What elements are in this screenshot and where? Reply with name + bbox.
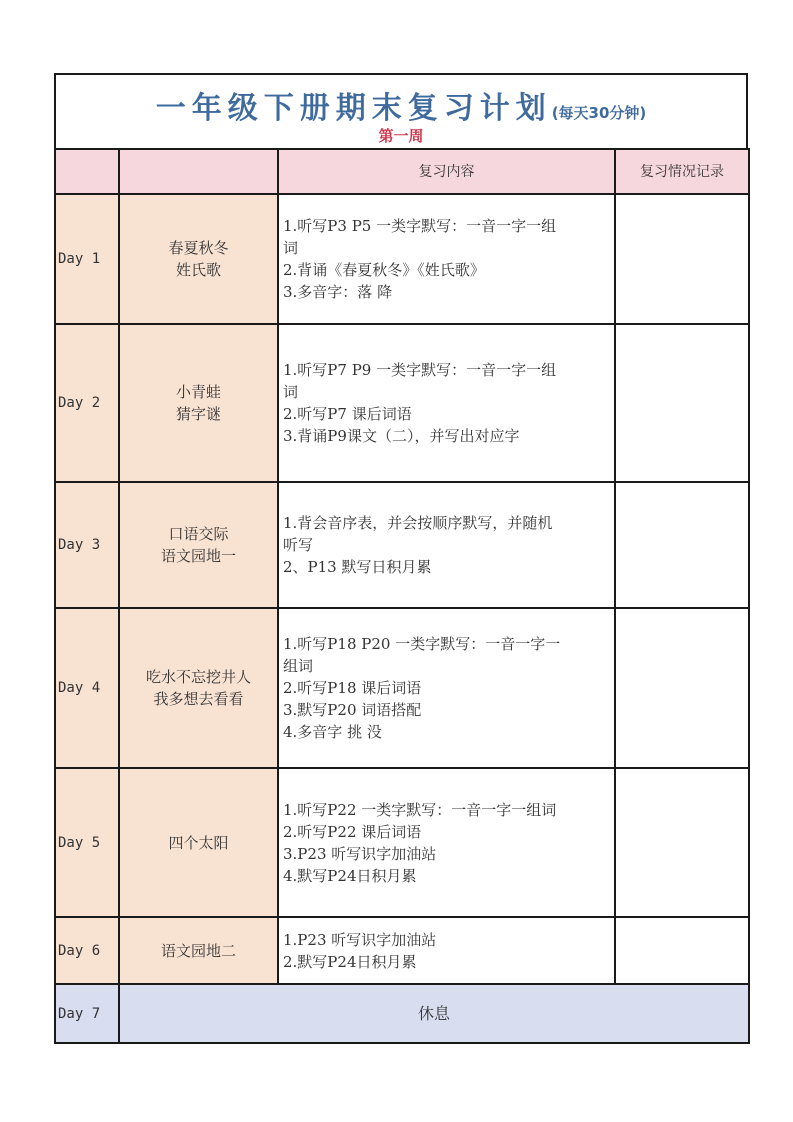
lesson-cell (119, 768, 278, 917)
lesson-cell (119, 608, 278, 768)
table-row-day-7-rest (55, 984, 749, 1043)
lesson-cell (119, 194, 278, 324)
lesson-title: 猜字谜 (175, 405, 221, 423)
table-row-day-6 (55, 917, 749, 984)
content-line: 词 (283, 239, 299, 257)
content-cell (278, 482, 615, 608)
lesson-title: 吃水不忘挖井人 (145, 668, 251, 686)
title-line (56, 83, 746, 127)
day-label: Day 3 (55, 482, 119, 608)
header-content-cell: 复习内容 (278, 149, 615, 194)
lesson-title: 我多想去看看 (153, 690, 244, 708)
lesson-title: 口语交际 (168, 525, 229, 543)
content-line: 2.背诵《春夏秋冬》《姓氏歌》 (283, 261, 485, 279)
page-title: 一年级下册期末复习计划 (155, 91, 552, 126)
lesson-cell (119, 917, 278, 984)
content-line: 3.背诵P9课文（二），并写出对应字 (283, 427, 520, 445)
content-line: 3.默写P20 词语搭配 (283, 701, 422, 719)
content-line: 2.听写P7 课后词语 (283, 405, 412, 423)
content-line: 4.默写P24日积月累 (283, 866, 417, 885)
lesson-title: 姓氏歌 (175, 261, 221, 279)
table-row-day-5 (55, 768, 749, 917)
content-line: 1.听写P22 一类字默写：一音一字一组词 (283, 800, 557, 819)
content-line: 组词 (283, 657, 314, 675)
lesson-cell (119, 324, 278, 482)
content-line: 2.默写P24日积月累 (283, 952, 417, 971)
table-row-day-4 (55, 608, 749, 768)
content-line: 听写 (283, 536, 314, 554)
table-row-day-2 (55, 324, 749, 482)
day-label: Day 7 (55, 984, 119, 1043)
title-note: (每天30分钟) (551, 104, 647, 122)
content-cell (278, 917, 615, 984)
day-label: Day 6 (55, 917, 119, 984)
lesson-title: 四个太阳 (168, 833, 229, 852)
record-cell[interactable] (615, 917, 749, 984)
content-line: 4.多音字 挑 没 (283, 723, 382, 741)
content-line: 2.听写P18 课后词语 (283, 679, 422, 697)
content-line: 1.听写P18 P20 一类字默写：一音一字一 (283, 635, 561, 653)
content-cell (278, 608, 615, 768)
lesson-title: 春夏秋冬 (168, 239, 229, 257)
content-line: 1.P23 听写识字加油站 (283, 930, 437, 949)
lesson-cell (119, 482, 278, 608)
record-cell[interactable] (615, 768, 749, 917)
content-line: 2、P13 默写日积月累 (283, 558, 432, 576)
record-cell[interactable] (615, 194, 749, 324)
content-line: 1.背会音序表，并会按顺序默写，并随机 (283, 514, 553, 532)
day-label: Day 1 (55, 194, 119, 324)
lesson-title: 小青蛙 (175, 383, 221, 401)
content-line: 1.听写P7 P9 一类字默写：一音一字一组 (283, 361, 557, 379)
record-cell[interactable] (615, 324, 749, 482)
content-cell (278, 194, 615, 324)
review-plan-table (54, 148, 750, 1044)
lesson-title: 语文园地一 (160, 547, 236, 565)
day-label: Day 4 (55, 608, 119, 768)
table-row-day-3 (55, 482, 749, 608)
content-cell (278, 768, 615, 917)
header-lesson-cell (119, 149, 278, 194)
content-line: 1.听写P3 P5 一类字默写：一音一字一组 (283, 217, 557, 235)
rest-cell: 休息 (119, 984, 749, 1043)
table-header-row (55, 149, 749, 194)
day-label: Day 2 (55, 324, 119, 482)
content-line: 词 (283, 383, 299, 401)
review-plan-sheet (54, 73, 748, 1042)
content-cell (278, 324, 615, 482)
content-line: 2.听写P22 课后词语 (283, 822, 422, 841)
content-line: 3.多音字：落 降 (283, 283, 393, 301)
record-cell[interactable] (615, 482, 749, 608)
record-cell[interactable] (615, 608, 749, 768)
table-row-day-1 (55, 194, 749, 324)
day-label: Day 5 (55, 768, 119, 917)
title-block (56, 75, 746, 148)
header-record-cell: 复习情况记录 (615, 149, 749, 194)
content-line: 3.P23 听写识字加油站 (283, 844, 437, 863)
lesson-title: 语文园地二 (160, 941, 236, 960)
week-subtitle: 第一周 (378, 127, 424, 145)
header-day-cell (55, 149, 119, 194)
